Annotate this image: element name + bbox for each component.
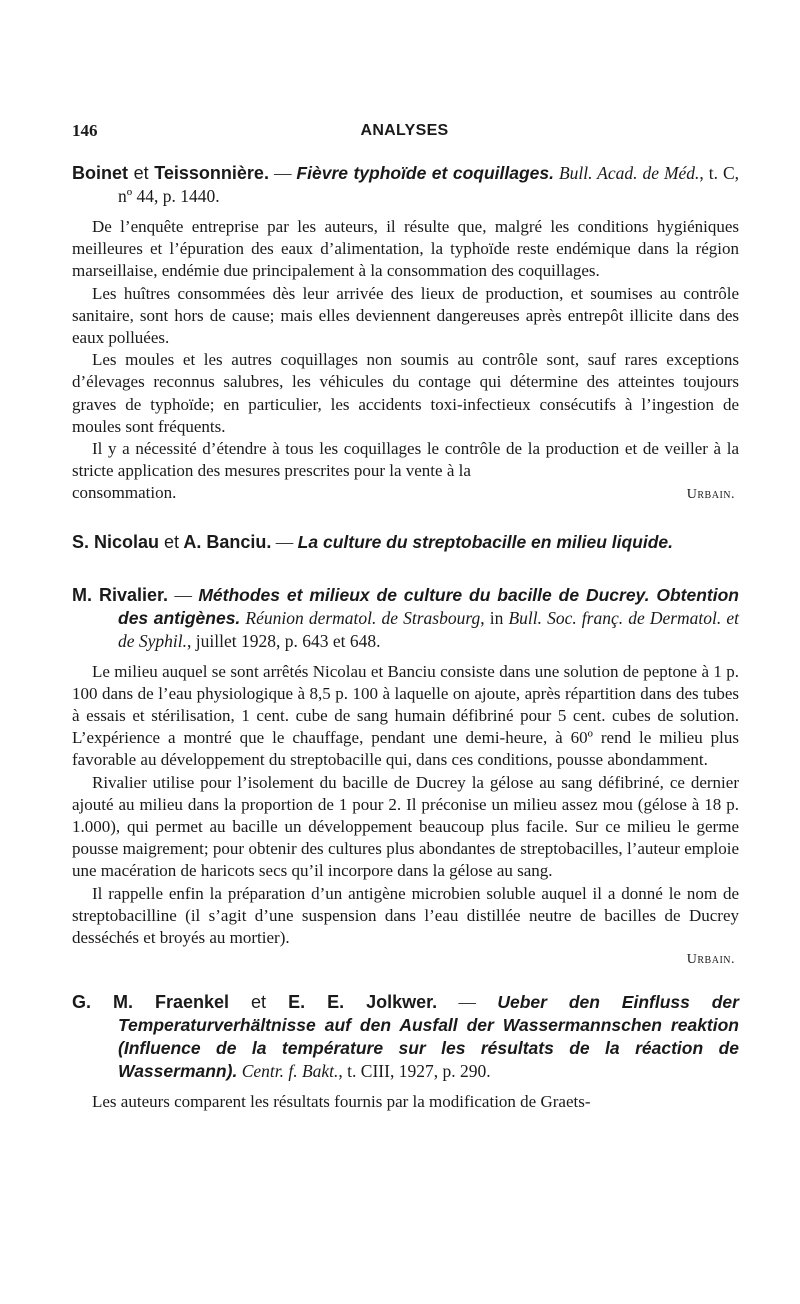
page-header (72, 120, 737, 144)
abstract-entry-3 (72, 584, 739, 972)
author-name: E. E. Jolkwer. (288, 992, 438, 1013)
journal-details: , t. CIII, 1927, p. 290. (338, 1061, 491, 1082)
abstract-paragraph: Il rappelle enfin la préparation d’un antigène microbien soluble auquel il a donné le nom de streptobacilline (il s’agit d’une suspension dans l’eau distillée neutre de bacilles de Ducrey desséchés et broyés au mortier). (72, 883, 739, 948)
article-title: Fièvre typhoïde et coquillages. (296, 163, 554, 183)
journal-reference: Centr. f. Bakt. (241, 1061, 339, 1082)
article-title: Méthodes et milieux de culture du bacille de Ducrey. Obtention des antigènes. (118, 584, 739, 628)
journal-details: , juillet 1928, p. 643 et 648. (187, 630, 381, 651)
author-conjunction: et (251, 992, 267, 1013)
abstract-paragraph: Les auteurs comparent les résultats fournis par la modification de Graets- (92, 1092, 591, 1112)
reviewer-signature: Urbain. (686, 952, 735, 968)
abstract-paragraph-end: consommation. (72, 483, 177, 503)
abstract-paragraph: De l’enquête entreprise par les auteurs, il résulte que, malgré les conditions hygiéniques meilleures et l’épuration des eaux d’alimentation, la typhoïde reste endémique dans la région marseillaise, endémie due principalement à la consommation des coquillages. (72, 217, 739, 281)
journal-reference: Réunion dermatol. de Strasbourg (245, 607, 481, 628)
author-line (72, 992, 437, 1012)
journal-details: , t. C, nº 44, p. 1440. (118, 163, 740, 206)
journal-reference: Bull. Soc. franç. de Dermatol. et de Syphil. (118, 607, 740, 651)
author-name: Teissonnière. (154, 163, 269, 183)
heading-dash: — (275, 531, 294, 552)
journal-details: , in (480, 607, 509, 628)
reviewer-signature: Urbain. (686, 487, 735, 503)
article-title: La culture du streptobacille en milieu liquide. (297, 531, 674, 552)
page-number: 146 (72, 121, 98, 140)
author-name: A. Banciu. (183, 531, 272, 552)
entry-heading (72, 162, 739, 208)
author-name: G. M. Fraenkel (72, 992, 230, 1013)
entry-heading (72, 531, 739, 554)
author-conjunction: et (133, 163, 149, 183)
abstract-paragraph: Les moules et les autres coquillages non soumis au contrôle sont, sauf rares exceptions d’élevages reconnus salubres, les véhicules du contage qui détermine des atteintes toujours graves de typhoïde; en particulier, les accidents toxi-infectieux consécutifs à l’ingestion de moules sont fréquents. (72, 350, 739, 436)
author-name: M. Rivalier. (72, 584, 169, 605)
abstract-entry-1 (72, 162, 739, 507)
abstract-paragraph: Il y a nécessité d’étendre à tous les coquillages le contrôle de la production et de veiller à la stricte application des mesures prescrites pour la vente à la (72, 439, 739, 481)
author-conjunction: et (164, 531, 180, 552)
author-name: S. Nicolau (72, 531, 160, 552)
heading-dash: — (458, 992, 476, 1013)
text-column (72, 162, 739, 1114)
author-line (72, 585, 168, 605)
entry-heading (72, 991, 739, 1083)
running-title: ANALYSES (360, 122, 449, 139)
heading-dash: — (273, 163, 292, 183)
entry-heading (72, 584, 739, 653)
journal-reference: Bull. Acad. de Méd. (558, 163, 700, 183)
abstract-paragraph: Rivalier utilise pour l’isolement du bacille de Ducrey la gélose au sang défibriné, ce dernier ajouté au milieu dans la proportion de 1 pour 2. Il préconise un milieu assez mou (gélose à 18 p. 1.000), qui permet au bacille un développement beaucoup plus facile. Sur ce milieu le germe pousse maigrement; pour obtenir des cultures plus abondantes de streptobacilles, l’auteur emploie une macération de haricots secs qu’il incorpore dans la gélose au sang. (72, 772, 739, 881)
abstract-paragraph: Le milieu auquel se sont arrêtés Nicolau et Banciu consiste dans une solution de peptone à 1 p. 100 dans de l’eau physiologique à 8,5 p. 100 à laquelle on ajoute, après répartition dans des tubes à essais et stérilisation, 1 cent. cube de sang humain défibriné pour 5 cent. cubes de solution. L’expérience a montré que le chauffage, pendant une demi-heure, à 60º rend le milieu plus favorable au développement du streptobacille qui, dans ces conditions, pousse abondamment. (72, 661, 739, 770)
abstract-entry-4 (72, 991, 739, 1113)
abstract-entry-2 (72, 531, 739, 554)
author-line (72, 532, 271, 552)
author-name: Boinet (72, 163, 128, 183)
author-line (72, 163, 269, 183)
article-title: Ueber den Einfluss der Temperaturverhältnisse auf den Ausfall der Wassermannschen reaktion (Influence de la température sur les résultats de la réaction de Wassermann). (118, 992, 739, 1082)
abstract-paragraph: Les huîtres consommées dès leur arrivée des lieux de production, et soumises au contrôle sanitaire, sont hors de cause; mais elles deviennent dangereuses après entrepôt illicite dans des eaux polluées. (72, 283, 739, 348)
heading-dash: — (174, 584, 192, 605)
closing-line (72, 482, 739, 506)
